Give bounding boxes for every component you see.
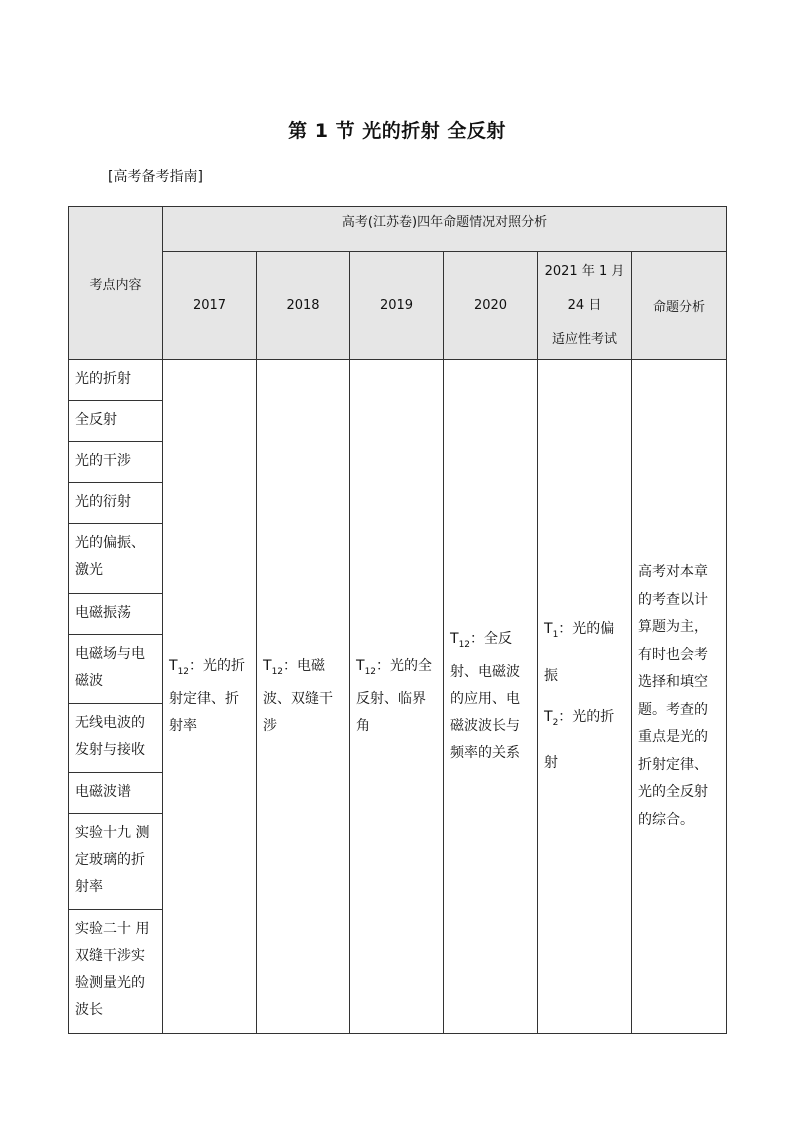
analysis-cell: [632, 360, 727, 1034]
year-label: 2017: [192, 297, 227, 313]
special-exam-line: 适应性考试: [551, 331, 617, 347]
question-entry: $T_2$：光的折射: [544, 708, 615, 772]
cell-2021: [538, 360, 632, 1034]
section-heading: [高考备考指南]: [108, 169, 203, 185]
knowledge-point: 光的衍射: [69, 483, 163, 524]
group-header-cell: [163, 207, 727, 252]
knowledge-point: 光的干涉: [69, 442, 163, 483]
knowledge-point: 电磁场与电磁波: [69, 635, 163, 704]
knowledge-point: 无线电波的发射与接收: [69, 704, 163, 773]
question-tag: $T_{12}$: [263, 658, 284, 677]
question-desc: ：电磁波、双缝干涉: [263, 658, 333, 734]
knowledge-point: 实验十九 测定玻璃的折射率: [69, 814, 163, 910]
question-tag: $T_{12}$: [356, 658, 377, 677]
year-2017-header: [163, 252, 257, 360]
knowledge-point: 光的偏振、激光: [69, 524, 163, 594]
question-desc: ：全反射、电磁波的应用、电磁波波长与频率的关系: [450, 631, 520, 761]
knowledge-point: 光的折射: [69, 360, 163, 401]
knowledge-point: 电磁波谱: [69, 773, 163, 814]
page-title: 第 1 节 光的折射 全反射: [288, 120, 506, 142]
question-tag: $T_{12}$: [169, 658, 190, 677]
year-label: 2019: [379, 297, 414, 313]
year-label: 2018: [286, 297, 320, 313]
year-2018-header: [257, 252, 350, 360]
knowledge-point: 实验二十 用双缝干涉实验测量光的波长: [69, 910, 163, 1034]
special-exam-line: 24 日: [567, 297, 602, 313]
special-exam-header: [538, 252, 632, 360]
special-exam-line: 2021 年 1 月: [544, 263, 625, 279]
analysis-header: 命题分析: [652, 300, 705, 315]
cell-2018: [257, 360, 350, 1034]
knowledge-point: 电磁振荡: [69, 594, 163, 635]
analysis-text: 高考对本章的考查以计算题为主，有时也会考选择和填空题。考查的重点是光的折射定律、光的全反射的综合。: [638, 564, 708, 828]
question-entry: $T_1$：光的偏振: [544, 620, 615, 684]
analysis-header-cell: [632, 252, 727, 360]
knowledge-point: 全反射: [69, 401, 163, 442]
exam-analysis-table: [68, 206, 727, 1034]
cell-2020: [444, 360, 538, 1034]
question-desc: ：光的全反射、临界角: [356, 658, 433, 734]
question-tag: $T_{12}$: [450, 631, 471, 650]
cell-2017: [163, 360, 257, 1034]
kp-header-cell: [69, 207, 163, 360]
year-label: 2020: [473, 297, 508, 313]
year-2019-header: [350, 252, 444, 360]
question-desc: ：光的折射定律、折射率: [169, 658, 246, 734]
kp-header: 考点内容: [89, 277, 142, 293]
cell-2019: [350, 360, 444, 1034]
year-2020-header: [444, 252, 538, 360]
group-header: 高考(江苏卷)四年命题情况对照分析: [341, 215, 548, 230]
